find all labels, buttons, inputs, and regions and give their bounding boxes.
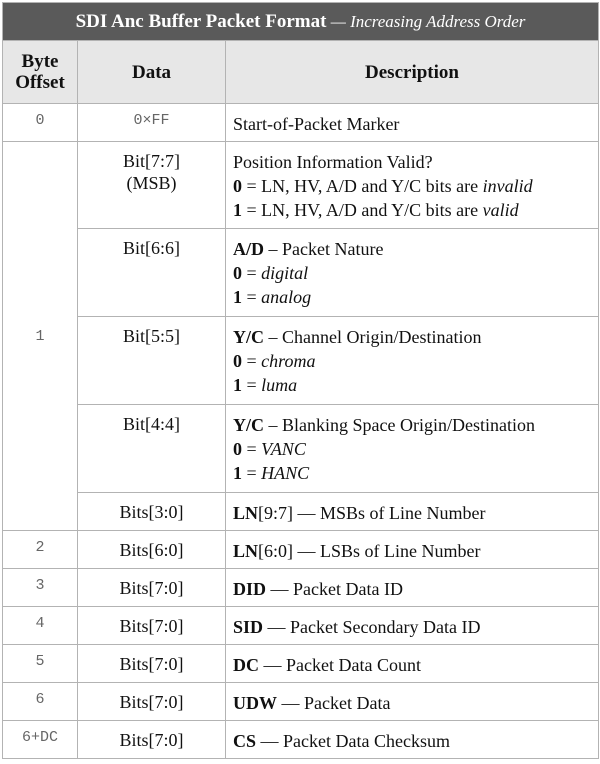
value-one-em: valid — [482, 200, 519, 220]
description-key: CS — [233, 731, 257, 751]
data-cell: Bits[7:0] — [78, 607, 226, 645]
data-cell: 0×FF — [78, 104, 226, 142]
description-cell — [226, 569, 599, 607]
packet-format-table — [2, 2, 599, 759]
header-byte-offset: Byte Offset — [3, 41, 78, 104]
description-cell — [226, 229, 599, 317]
value-zero-em: VANC — [261, 439, 306, 459]
value-zero-text: = — [242, 263, 262, 283]
description-cell — [226, 405, 599, 493]
description-key: A/D — [233, 239, 264, 259]
offset-cell: 2 — [3, 531, 78, 569]
description-cell — [226, 142, 599, 229]
description-cell — [226, 493, 599, 531]
value-one-em: analog — [261, 287, 312, 307]
description-text: Start-of-Packet Marker — [233, 114, 400, 134]
value-one-text: = — [242, 287, 262, 307]
description-cell — [226, 683, 599, 721]
value-zero: 0 — [233, 439, 242, 459]
value-one: 1 — [233, 200, 242, 220]
description-rest: — Packet Secondary Data ID — [263, 617, 481, 637]
description-cell — [226, 104, 599, 142]
table-row — [3, 493, 599, 531]
description-rest: — Packet Data — [277, 693, 391, 713]
value-one-text: = LN, HV, A/D and Y/C bits are — [242, 200, 483, 220]
offset-cell: 1 — [3, 142, 78, 531]
value-zero-em: invalid — [482, 176, 533, 196]
value-one-text: = — [242, 463, 262, 483]
value-one: 1 — [233, 287, 242, 307]
table-row — [3, 531, 599, 569]
description-cell — [226, 531, 599, 569]
table-title — [3, 3, 599, 41]
header-data: Data — [78, 41, 226, 104]
table-row — [3, 569, 599, 607]
table-row — [3, 405, 599, 493]
description-rest: — Packet Data Checksum — [256, 731, 450, 751]
data-cell: Bits[7:0] — [78, 569, 226, 607]
description-rest: — Packet Data Count — [259, 655, 421, 675]
value-one: 1 — [233, 375, 242, 395]
header-row — [3, 41, 599, 104]
description-key: LN — [233, 541, 259, 561]
data-note: (MSB) — [126, 173, 177, 193]
value-one: 1 — [233, 463, 242, 483]
table-row — [3, 317, 599, 405]
table-row — [3, 104, 599, 142]
offset-cell: 0 — [3, 104, 78, 142]
description-rest: [9:7] — MSBs of Line Number — [258, 503, 486, 523]
value-zero-text: = — [242, 439, 262, 459]
description-cell — [226, 645, 599, 683]
title-separator: — — [326, 11, 351, 31]
data-cell: Bit[5:5] — [78, 317, 226, 405]
value-one-em: HANC — [261, 463, 310, 483]
description-title: Position Information Valid? — [233, 152, 433, 172]
value-zero-text: = — [242, 351, 262, 371]
description-key: DC — [233, 655, 259, 675]
description-cell — [226, 317, 599, 405]
offset-cell: 3 — [3, 569, 78, 607]
header-description: Description — [226, 41, 599, 104]
description-key: SID — [233, 617, 264, 637]
value-one-em: luma — [261, 375, 298, 395]
value-zero: 0 — [233, 263, 242, 283]
description-rest: — Packet Data ID — [266, 579, 403, 599]
description-key: Y/C — [233, 327, 264, 347]
table-row — [3, 721, 599, 759]
data-cell: Bits[6:0] — [78, 531, 226, 569]
description-rest: [6:0] — LSBs of Line Number — [258, 541, 481, 561]
data-cell: Bits[7:0] — [78, 721, 226, 759]
data-cell: Bits[7:0] — [78, 683, 226, 721]
offset-cell: 6 — [3, 683, 78, 721]
value-zero: 0 — [233, 351, 242, 371]
table-row — [3, 645, 599, 683]
data-cell: Bits[7:0] — [78, 645, 226, 683]
data-cell: Bit[4:4] — [78, 405, 226, 493]
description-key: Y/C — [233, 415, 264, 435]
offset-cell: 6+DC — [3, 721, 78, 759]
table-row — [3, 607, 599, 645]
description-rest: – Channel Origin/Destination — [264, 327, 482, 347]
description-key: DID — [233, 579, 267, 599]
offset-cell: 5 — [3, 645, 78, 683]
data-cell: Bits[3:0] — [78, 493, 226, 531]
title-subtitle: Increasing Address Order — [350, 11, 526, 31]
description-cell — [226, 721, 599, 759]
value-zero-em: digital — [261, 263, 309, 283]
value-one-text: = — [242, 375, 262, 395]
description-rest: – Packet Nature — [264, 239, 384, 259]
table-row — [3, 683, 599, 721]
title-main: SDI Anc Buffer Packet Format — [75, 10, 327, 32]
data-value: Bit[7:7] — [123, 151, 180, 171]
description-key: UDW — [233, 693, 277, 713]
value-zero-em: chroma — [261, 351, 316, 371]
data-cell — [78, 142, 226, 229]
table-row — [3, 229, 599, 317]
offset-cell: 4 — [3, 607, 78, 645]
value-zero-text: = LN, HV, A/D and Y/C bits are — [242, 176, 483, 196]
description-key: LN — [233, 503, 259, 523]
data-cell: Bit[6:6] — [78, 229, 226, 317]
description-cell — [226, 607, 599, 645]
description-rest: – Blanking Space Origin/Destination — [264, 415, 535, 435]
table-row — [3, 142, 599, 229]
value-zero: 0 — [233, 176, 242, 196]
